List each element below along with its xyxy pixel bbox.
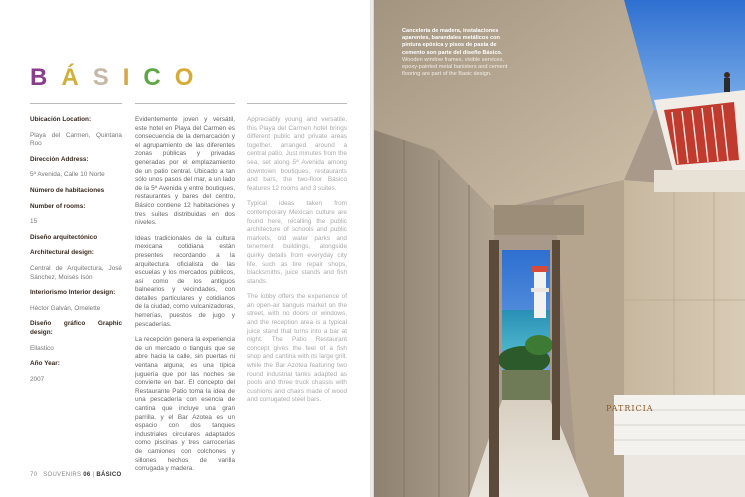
title-letter: C bbox=[143, 64, 175, 91]
credit-value: 15 bbox=[30, 218, 38, 226]
body-spanish-column bbox=[135, 116, 235, 481]
paragraph-en: Appreciably young and versatile, this Playa del Carmen hotel brings different public and private areas together, arranged around a central patio. Just minutes from the sea, set along 5ª Avenida among downtown boutiques, restaurants and bars, the two-floor Básico features 12 rooms and 3 suites. bbox=[247, 116, 347, 192]
paragraph-es: Evidentemente joven y versátil, este hotel en Playa del Carmen es consecuencia de la demarcación y el agrupamiento de las diferentes zonas públicas y privadas generadas por el emplazamiento de un patio central. Ubicado a tan sólo unos pasos del mar, a un lado de la 5ª Avenida y entre boutiques, restaurantes y bares del centro, Básico contiene 12 habitaciones y tres suites distribuidas en dos niveles. bbox=[135, 116, 235, 227]
paragraph-es: La recepción genera la experiencia de un mercado o tianguis que se abre hacia la calle, sin puertas ni ventana alguna; es una típica juguería que por las noches se convierte en bar. El concepto del Restaurante Patio toma la idea de una pescadería con esencia de cantina que incluye una gran parrilla, y el Bar Azotea es un espacio con dos tanques industriales circulares adaptados como piscinas y tres carrocerías de camiones con colchones y sillones hechos de varilla corrugada y madera. bbox=[135, 336, 235, 473]
credit-label: Interiorismo Interior design: bbox=[30, 289, 116, 297]
credit-value: 5ª Avenida, Calle 10 Norte bbox=[30, 171, 105, 179]
credit-label: Dirección Address: bbox=[30, 155, 89, 163]
caption-english: Wooden window frames, visible services, epoxy-painted metal banisters and cement flooring are part of the Basic design. bbox=[402, 56, 508, 78]
credit-value: Central de Arquitectura, José Sánchez, Moisés Isón bbox=[30, 264, 122, 281]
title-letter: S bbox=[92, 64, 123, 91]
credit-label: Diseño gráfico Graphic design: bbox=[30, 320, 123, 336]
credit-label: Ubicación Location: bbox=[30, 116, 92, 123]
divider-rule bbox=[135, 103, 235, 104]
left-page bbox=[0, 0, 372, 497]
folio: 70 SOUVENIRS 06 | BÁSICO bbox=[30, 472, 122, 478]
issue-number: 06 bbox=[83, 472, 91, 478]
title-letter: Á bbox=[61, 64, 93, 91]
patricia-sign: PATRICIA bbox=[606, 404, 654, 413]
credit-value: Ellastico bbox=[30, 344, 54, 352]
credit-label: Número de habitaciones bbox=[30, 186, 105, 194]
credit-label: Diseño arquitectónico bbox=[30, 233, 98, 241]
credit-value: 2007 bbox=[30, 375, 45, 383]
divider-rule bbox=[30, 103, 122, 104]
credit-value: Héctor Galván, Omelette bbox=[30, 304, 101, 312]
paragraph-en: The lobby offers the experience of an open-air tianguis market on the street, with no doors or windows, and the reception area is a typical juice stand that turns into a bar at night. The Patio Restaurant concept gives the feel of a fish shop and cantina with its large grill, while the Bar Azotea featuring two round industrial tanks adapted as pools and three truck chassis with cushions and chairs made of wood and corrugated steel bars. bbox=[247, 293, 347, 404]
credit-label: Año Year: bbox=[30, 360, 60, 368]
magazine-name: SOUVENIRS bbox=[43, 472, 82, 478]
credits-column bbox=[30, 116, 122, 391]
credit-label: Number of rooms: bbox=[30, 202, 86, 210]
title-letter: O bbox=[174, 64, 208, 91]
body-english-column bbox=[247, 116, 347, 412]
paragraph-en: Typical ideas taken from contemporary Mexican culture are found here, recalling the public architecture of schools and public markets, old water parks and tenement buildings, alongside quirky details from everyday city life, such as tire repair shops, blacksmiths, juice stands and fish stands. bbox=[247, 200, 347, 285]
credit-label: Architectural design: bbox=[30, 249, 94, 257]
credit-value: Playa del Carmen, Quintana Roo bbox=[30, 131, 122, 148]
section-name: BÁSICO bbox=[96, 472, 122, 478]
paragraph-es: Ideas tradicionales de la cultura mexicana cotidiana están presentes recordando a la arquitectura oficialista de las escuelas y los mercados públicos, así como de los antiguos balnearios y vecindades, con detalles particulares y cotidianos de la ciudad, como vulcanizadoras, herrerías, puestos de jugo y pescaderías. bbox=[135, 234, 235, 328]
photo-caption bbox=[402, 28, 520, 78]
divider-rule bbox=[247, 103, 347, 104]
page-title bbox=[30, 64, 207, 92]
page-number: 70 bbox=[30, 472, 38, 478]
caption-spanish: Cancelería de madera, instalaciones aparentes, barandales metálicos con pintura epóxica y pisos de pasta de cemento son parte del diseño Básico. bbox=[402, 28, 503, 56]
title-letter: I bbox=[122, 64, 144, 91]
title-letter: B bbox=[30, 64, 62, 91]
